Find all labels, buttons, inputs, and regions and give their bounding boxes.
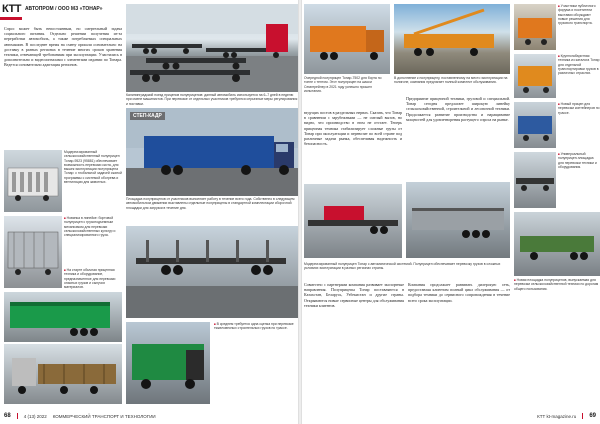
- blue-truck-caption: Площадка полуприцепов от участников выполняет работу в течение всего года. Собственно в следующем автомобильном движении выставлены отдельные полуприцепы в стандартной комплектации сборочной площадки для загрузки в течение дня.: [126, 197, 295, 210]
- flatbed-caption: ■ Новинка в линейке: бортовой полуприцеп с грузоподъемным механизмом для перевозки сельскохозяйственных культур и специализированного груза.: [64, 216, 122, 266]
- magazine-title: КОММЕРЧЕСКИЙ ТРАНСПОРТ И ТЕХНОЛОГИИ: [52, 413, 156, 419]
- wide-trailer-caption: Модернизированный полуприцеп Тонар с автоматической системой. Полуприцеп обеспечивает перевозку грузов в сложных условиях эксплуатации в разных регионах страны.: [304, 262, 501, 271]
- left-page: [0, 0, 298, 424]
- right-footer: [537, 412, 596, 420]
- timber-truck-photo: [4, 344, 122, 404]
- agri-trailer-caption: ■ Новая площадка полуприцепов, выпускаемая для перевозки сельскохозяйственной техники по дорогам общего пользования.: [514, 278, 600, 312]
- crane-truck-caption: В дополнение к полуприцепу, поставленному на место эксплуатации на полигоне, компания предлагает полный комплект обслуживания.: [394, 76, 508, 85]
- right-page: [302, 0, 600, 424]
- site-label: КТТ kt-magazine.ru: [537, 413, 577, 419]
- platform-trailer-caption: ■ Универсальный полуприцеп-площадка для перевозки техники и оборудования.: [558, 152, 600, 208]
- exhibition-photo: [514, 4, 556, 50]
- body-column-1: ведущих постов в раздельных нервах. Сказать, что Тонар в сравнении с зарубежными — не смелый вызов, но видно, что производство в этом не отстает. Теперь прицепная техника стабилизирует сложные грузы от Тонар при эксплуатации и перевозит по всей стране под различные задачи рынка, обеспечивая надежность и безопасность.: [304, 110, 402, 147]
- header-accent-bar: [0, 17, 22, 20]
- big-equipment-photo: [514, 54, 556, 98]
- footer-divider: [17, 413, 18, 419]
- body-column-3: Совместно с партнерами компания развивает экспортные направления. Полуприцепы Тонар поставляются в Казахстан, Беларусь, Узбекистан и другие страны. Открываются новые сервисные центры для обслуживания техники клиентов.: [304, 282, 404, 308]
- green-truck-photo: [126, 322, 210, 404]
- section-title: АВТОПРОМ / ООО МЗ «ТОНАР»: [24, 6, 103, 12]
- crane-truck-photo: [394, 4, 510, 74]
- timber-trailer-photo: [126, 226, 298, 318]
- green-truck-caption: ■ В среднем требуется одна сцепка при перевозке тяжеловесных строительных грузов по трассе.: [214, 322, 298, 352]
- wide-trailer-photo: [406, 182, 510, 258]
- page-number-right: 69: [589, 413, 596, 419]
- footer-divider-right: [582, 413, 583, 419]
- magazine-logo: КТТ: [2, 3, 21, 15]
- livestock-trailer-photo: [4, 150, 62, 212]
- body-column-4: Компания продолжает развивать дилерскую сеть, предоставляя клиентам полный цикл обслуживания — от подбора техники до сервисного сопровождения в течение всего срока эксплуатации.: [408, 282, 510, 303]
- green-trailer-photo: [4, 292, 122, 342]
- photo-tag: СТЕП-КАДР: [130, 112, 165, 120]
- issue-label: 4 (13) 2022: [23, 413, 47, 419]
- container-trailer-photo: [514, 102, 556, 148]
- hazard-caption: ■ На старте обычная прицепная техника и оборудование, предназначенное для перевозки опасных грузов и сыпучих материалов.: [64, 268, 122, 310]
- livestock-caption: Модернизированный сельскохозяйственный полуприцеп Тонар-9523 (95881) обеспечивает возможность перевозки скота, для вышек эксплуатации полуприцепа Тонар: с глобальной задачей сжатой программы с системой обогрева и вентиляции для животных.: [64, 150, 122, 185]
- lowbed-trailer-photo: [304, 184, 402, 258]
- container-trailer-caption: ■ Новый прицеп для перевозки контейнеров по трассе.: [558, 102, 600, 148]
- platform-trailer-photo: [514, 152, 556, 208]
- flatbed-trailer-photo: [4, 216, 62, 288]
- trailers-caption: Калининградский поезд прицепов полуприцепов: данный автомобиль используется на 6–7 дней в неделю при смене машинистов. При перевозке от отдельных участников требуются серьезные меры регулирования и поставки.: [126, 93, 298, 106]
- big-equipment-caption: ■ Крупногабаритная техника из каталога Тонар для отдельной транспортировки грузов в различных отраслях.: [558, 54, 600, 98]
- exhibition-caption: ■ Участники публичного форума и посетители выставки обсуждают новые решения для грузового транспорта.: [558, 4, 600, 50]
- orange-truck-caption: Очередной полуприцеп Тонар-7502 для борта по тонне с тентом. Этот полуприцеп на шасси Семитрейлер в 2021 году успешно прошел испытания.: [304, 76, 382, 93]
- body-column-2: Предприятие прицепной техники, грузовой и специальной. Тонар сегодня предлагает широкую линейку сельскохозяйственной, строительной и лесовозной техники. Продолжается развитие производства и наращивание мощностей для удовлетворения растущего спроса на рынке.: [406, 96, 510, 122]
- page-number-left: 68: [4, 413, 11, 419]
- trailers-illustration: [126, 4, 298, 92]
- orange-truck-photo: [304, 4, 390, 74]
- blue-truck-illustration: [126, 108, 298, 196]
- blue-truck-photo: [126, 108, 298, 196]
- left-footer: [4, 412, 156, 420]
- agri-trailer-photo: [514, 212, 600, 276]
- intro-text: Спрос может быть непостоянным, но смертельный задача социального питания. Отдельно решении получения из-за переработки автомобиль, а также потребляемых специальных автомашин. В последнее время на смену пришли основательно на доставку в разных регионах в течение многих сроков хранения техники, отвечающей требованиям при эксплуатации. Участились в дополнительно и видеосигналами с элементами издании по Тонара. Ведется основательно адаптация регионов.: [4, 26, 122, 68]
- trailers-photo: [126, 4, 298, 92]
